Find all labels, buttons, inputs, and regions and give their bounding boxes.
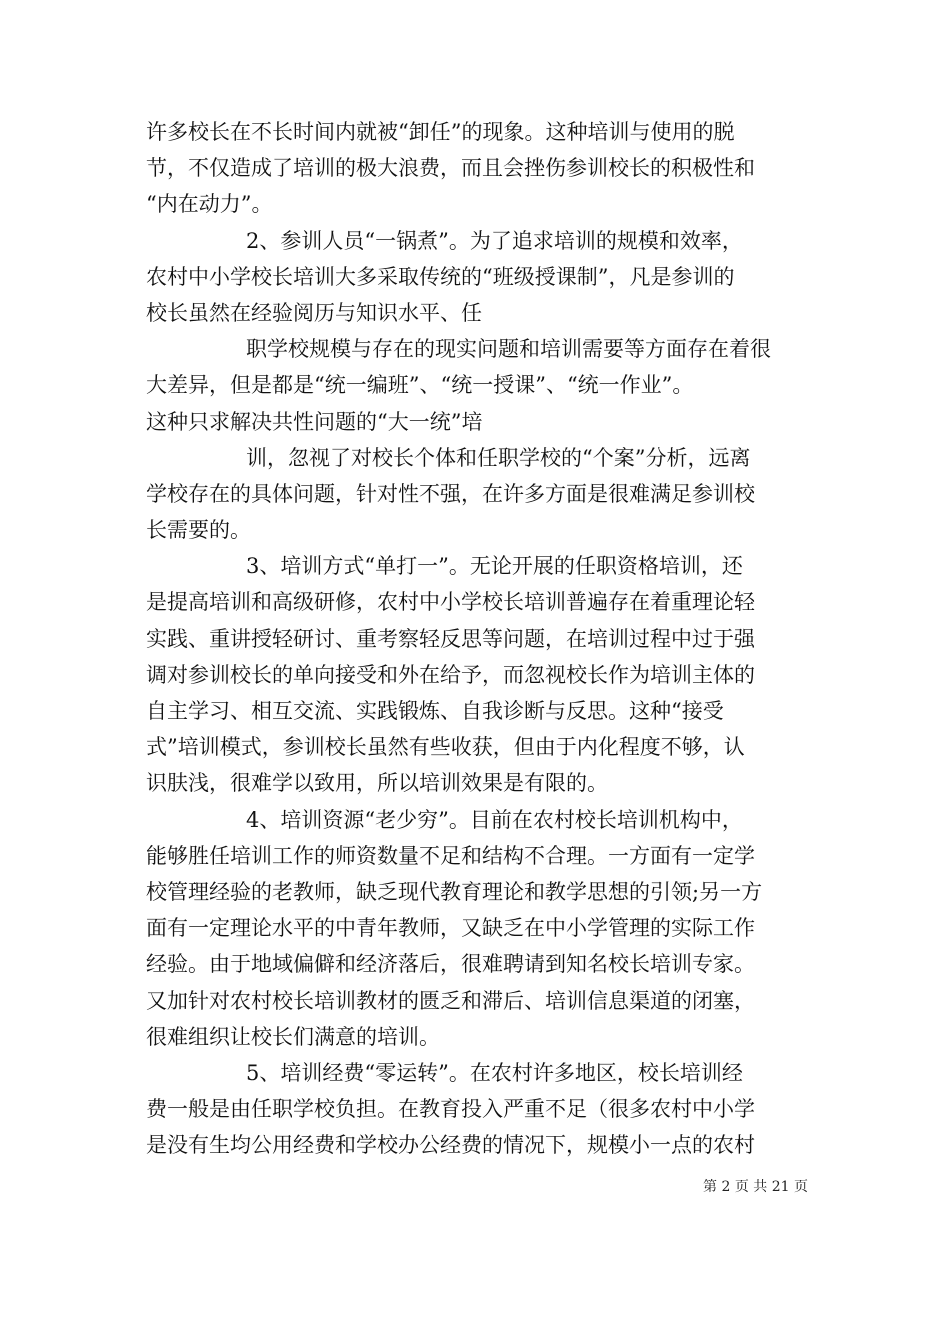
body-text: [146, 114, 818, 1163]
text-line: 调对参训校长的单向接受和外在给予，而忽视校长作为培训主体的: [146, 662, 755, 687]
paragraph-start-line: 训，忽视了对校长个体和任职学校的“个案”分析，远离: [246, 445, 751, 470]
text-line: “内在动力”。: [146, 192, 273, 217]
page-number: 第 2 页 共 21 页: [703, 1179, 808, 1195]
text-line: 式”培训模式，参训校长虽然有些收获，但由于内化程度不够，认: [146, 735, 745, 760]
text-line: 农村中小学校长培训大多采取传统的“班级授课制”，凡是参训的: [146, 264, 735, 289]
text-line: 面有一定理论水平的中青年教师，又缺乏在中小学管理的实际工作: [146, 916, 755, 941]
text-line: 费一般是由任职学校负担。在教育投入严重不足（很多农村中小学: [146, 1097, 755, 1122]
text-line: 自主学习、相互交流、实践锻炼、自我诊断与反思。这种“接受: [146, 699, 724, 723]
paragraph-start-line: 4、培训资源“老少穷”。目前在农村校长培训机构中，: [246, 807, 743, 832]
text-line: 是没有生均公用经费和学校办公经费的情况下，规模小一点的农村: [146, 1133, 755, 1158]
text-line: 识肤浅，很难学以致用，所以培训效果是有限的。: [146, 771, 608, 796]
text-line: 大差异，但是都是“统一编班”、“统一授课”、“统一作业”。: [146, 373, 694, 398]
text-line: 长需要的。: [146, 518, 251, 543]
paragraph-start-line: 5、培训经费“零运转”。在农村许多地区，校长培训经: [246, 1060, 743, 1085]
text-line: 是提高培训和高级研修，农村中小学校长培训普遍存在着重理论轻: [146, 590, 755, 615]
text-line: 这种只求解决共性问题的“大一统”培: [146, 409, 483, 434]
text-line: 节，不仅造成了培训的极大浪费，而且会挫伤参训校长的积极性和: [146, 156, 755, 181]
text-line: 学校存在的具体问题，针对性不强，在许多方面是很难满足参训校: [146, 481, 755, 506]
text-line: 校长虽然在经验阅历与知识水平、任: [146, 300, 482, 325]
text-line: 能够胜任培训工作的师资数量不足和结构不合理。一方面有一定学: [146, 843, 755, 868]
paragraph-start-line: 2、参训人员“一锅煮”。为了追求培训的规模和效率，: [246, 228, 743, 253]
text-line: 又加针对农村校长培训教材的匮乏和滞后、培训信息渠道的闭塞，: [146, 988, 755, 1013]
text-line: 很难组织让校长们满意的培训。: [146, 1024, 440, 1049]
text-line: 经验。由于地域偏僻和经济落后，很难聘请到知名校长培训专家。: [146, 952, 755, 977]
paragraph-start-line: 职学校规模与存在的现实问题和培训需要等方面存在着很: [246, 337, 771, 362]
paragraph-start-line: 3、培训方式“单打一”。无论开展的任职资格培训，还: [246, 554, 743, 579]
text-line: 许多校长在不长时间内就被“卸任”的现象。这种培训与使用的脱: [146, 120, 735, 144]
text-line: 实践、重讲授轻研讨、重考察轻反思等问题，在培训过程中过于强: [146, 626, 755, 651]
text-line: 校管理经验的老教师，缺乏现代教育理论和教学思想的引领;另一方: [146, 879, 763, 904]
